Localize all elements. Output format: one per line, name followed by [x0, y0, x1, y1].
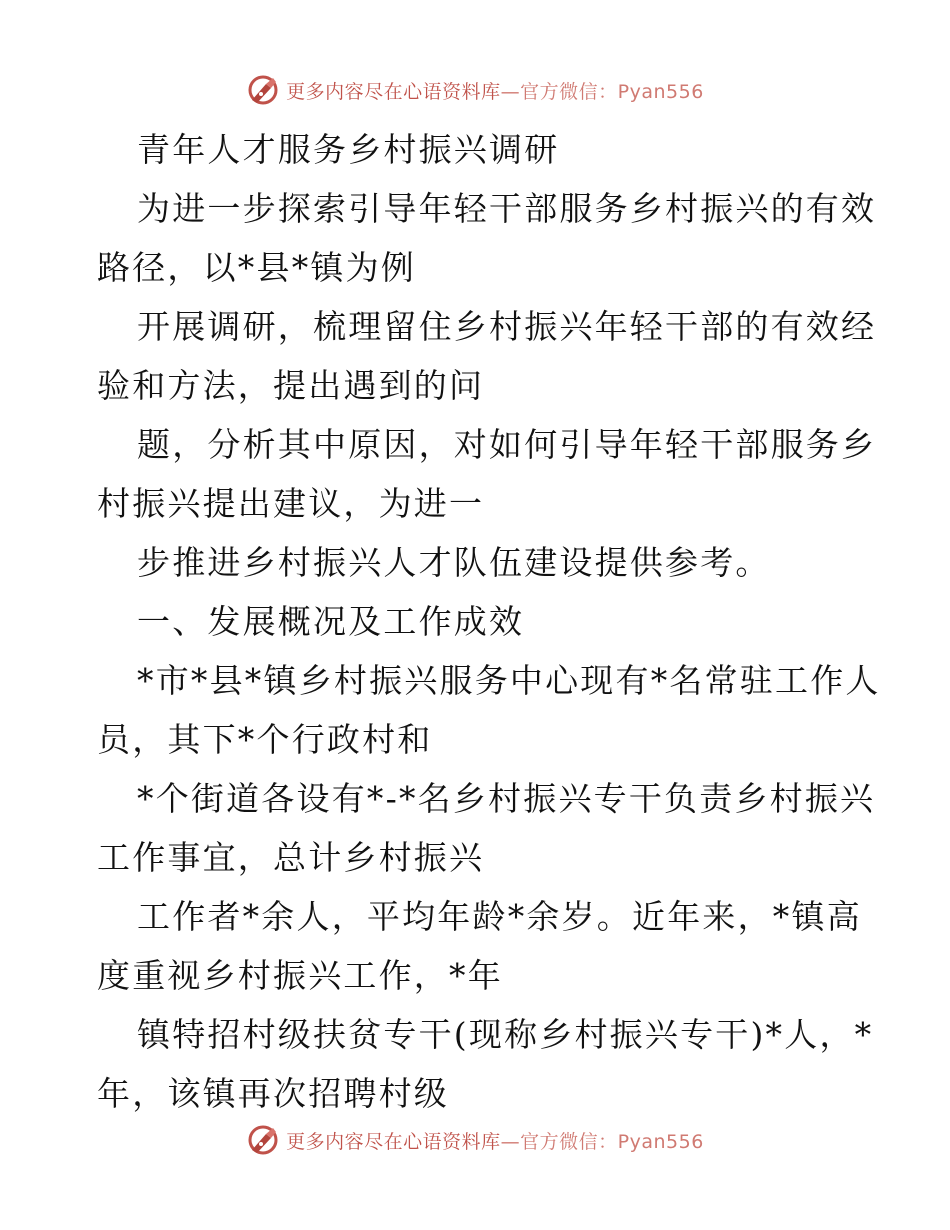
- paragraph-line: 工作事宜，总计乡村振兴: [97, 838, 485, 877]
- paragraph-line: 村振兴提出建议，为进一: [97, 484, 485, 523]
- paragraph-line: 镇特招村级扶贫专干(现称乡村振兴专干)*人，*: [137, 1015, 874, 1054]
- header-watermark: [0, 70, 950, 110]
- pen-nib-logo-icon: [246, 73, 280, 107]
- watermark-text: 更多内容尽在心语资料库—官方微信：Pyan556: [286, 80, 704, 103]
- paragraph-line: 度重视乡村振兴工作，*年: [97, 956, 503, 995]
- paragraph-line: 为进一步探索引导年轻干部服务乡村振兴的有效: [137, 189, 877, 228]
- pen-nib-logo-icon: [246, 1123, 280, 1157]
- paragraph-line: 题，分析其中原因，对如何引导年轻干部服务乡: [137, 425, 877, 464]
- footer-watermark: [0, 1120, 950, 1160]
- paragraph-line: 步推进乡村振兴人才队伍建设提供参考。: [137, 543, 771, 582]
- paragraph-line: 路径，以*县*镇为例: [97, 248, 416, 287]
- section-heading: 一、发展概况及工作成效: [137, 602, 525, 641]
- paragraph-line: 验和方法，提出遇到的问: [97, 366, 485, 405]
- paragraph-line: 工作者*余人，平均年龄*余岁。近年来，*镇高: [137, 897, 862, 936]
- document-body: [97, 120, 881, 1123]
- paragraph-line: 员，其下*个行政村和: [97, 720, 433, 759]
- doc-title: 青年人才服务乡村振兴调研: [137, 130, 560, 169]
- paragraph-line: *个街道各设有*-*名乡村振兴专干负责乡村振兴: [137, 779, 876, 818]
- watermark-text: 更多内容尽在心语资料库—官方微信：Pyan556: [286, 1130, 704, 1153]
- paragraph-line: 年，该镇再次招聘村级: [97, 1074, 449, 1113]
- paragraph-line: 开展调研，梳理留住乡村振兴年轻干部的有效经: [137, 307, 877, 346]
- paragraph-line: *市*县*镇乡村振兴服务中心现有*名常驻工作人: [137, 661, 881, 700]
